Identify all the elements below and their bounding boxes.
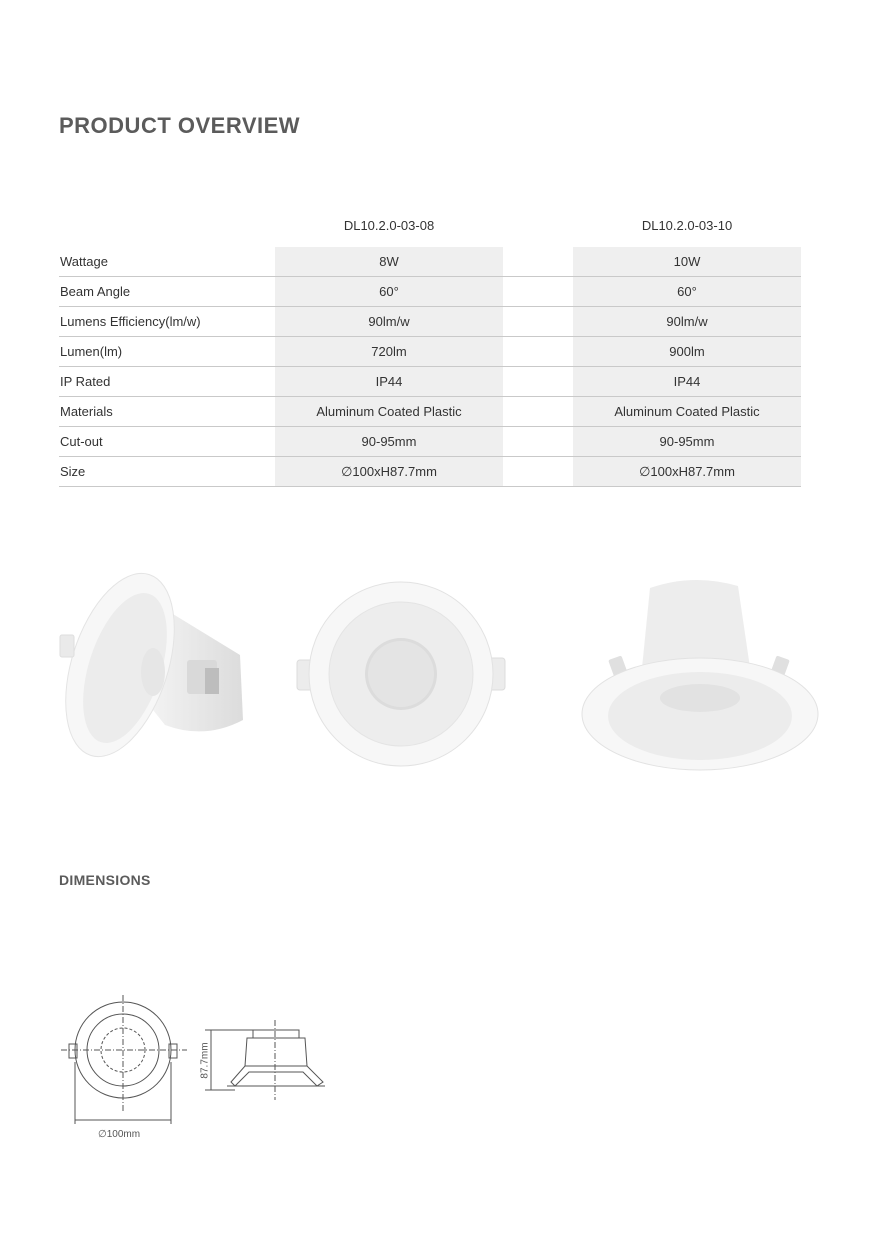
table-row <box>59 277 801 307</box>
row-label: IP Rated <box>59 367 275 397</box>
row-label: Materials <box>59 397 275 427</box>
row-label: Cut-out <box>59 427 275 457</box>
value-a: 90-95mm <box>275 427 503 457</box>
table-row <box>59 337 801 367</box>
value-b: 10W <box>573 247 801 277</box>
row-label: Wattage <box>59 247 275 277</box>
value-a: IP44 <box>275 367 503 397</box>
table-row <box>59 457 801 487</box>
height-label: 87.7mm <box>199 1042 211 1079</box>
row-label: Beam Angle <box>59 277 275 307</box>
page-title: PRODUCT OVERVIEW <box>59 113 301 138</box>
table-row <box>59 367 801 397</box>
row-label: Lumens Efficiency(lm/w) <box>59 307 275 337</box>
value-b: Aluminum Coated Plastic <box>573 397 801 427</box>
table-row <box>59 307 801 337</box>
value-b: ∅100xH87.7mm <box>573 457 801 487</box>
table-row <box>59 247 801 277</box>
value-a: 90lm/w <box>275 307 503 337</box>
product-photo-angled-view <box>578 578 838 773</box>
value-a: 60° <box>275 277 503 307</box>
model-header-b: DL10.2.0-03-10 <box>641 217 733 233</box>
value-b: 900lm <box>573 337 801 367</box>
value-b: 60° <box>573 277 801 307</box>
spec-table <box>59 203 801 487</box>
value-a: ∅100xH87.7mm <box>275 457 503 487</box>
value-a: 8W <box>275 247 503 277</box>
dimension-drawing <box>55 990 335 1130</box>
row-label: Lumen(lm) <box>59 337 275 367</box>
dimensions-title: DIMENSIONS <box>59 872 151 888</box>
header-empty <box>59 203 275 247</box>
model-header-a: DL10.2.0-03-08 <box>343 217 435 233</box>
value-b: IP44 <box>573 367 801 397</box>
product-photo-front-view <box>295 578 507 770</box>
diameter-label: ∅100mm <box>98 1129 141 1140</box>
product-photo-side-view <box>55 560 255 760</box>
table-row <box>59 397 801 427</box>
value-b: 90lm/w <box>573 307 801 337</box>
table-row <box>59 427 801 457</box>
value-a: 720lm <box>275 337 503 367</box>
value-a: Aluminum Coated Plastic <box>275 397 503 427</box>
value-b: 90-95mm <box>573 427 801 457</box>
row-label: Size <box>59 457 275 487</box>
table-header-row <box>59 203 801 247</box>
